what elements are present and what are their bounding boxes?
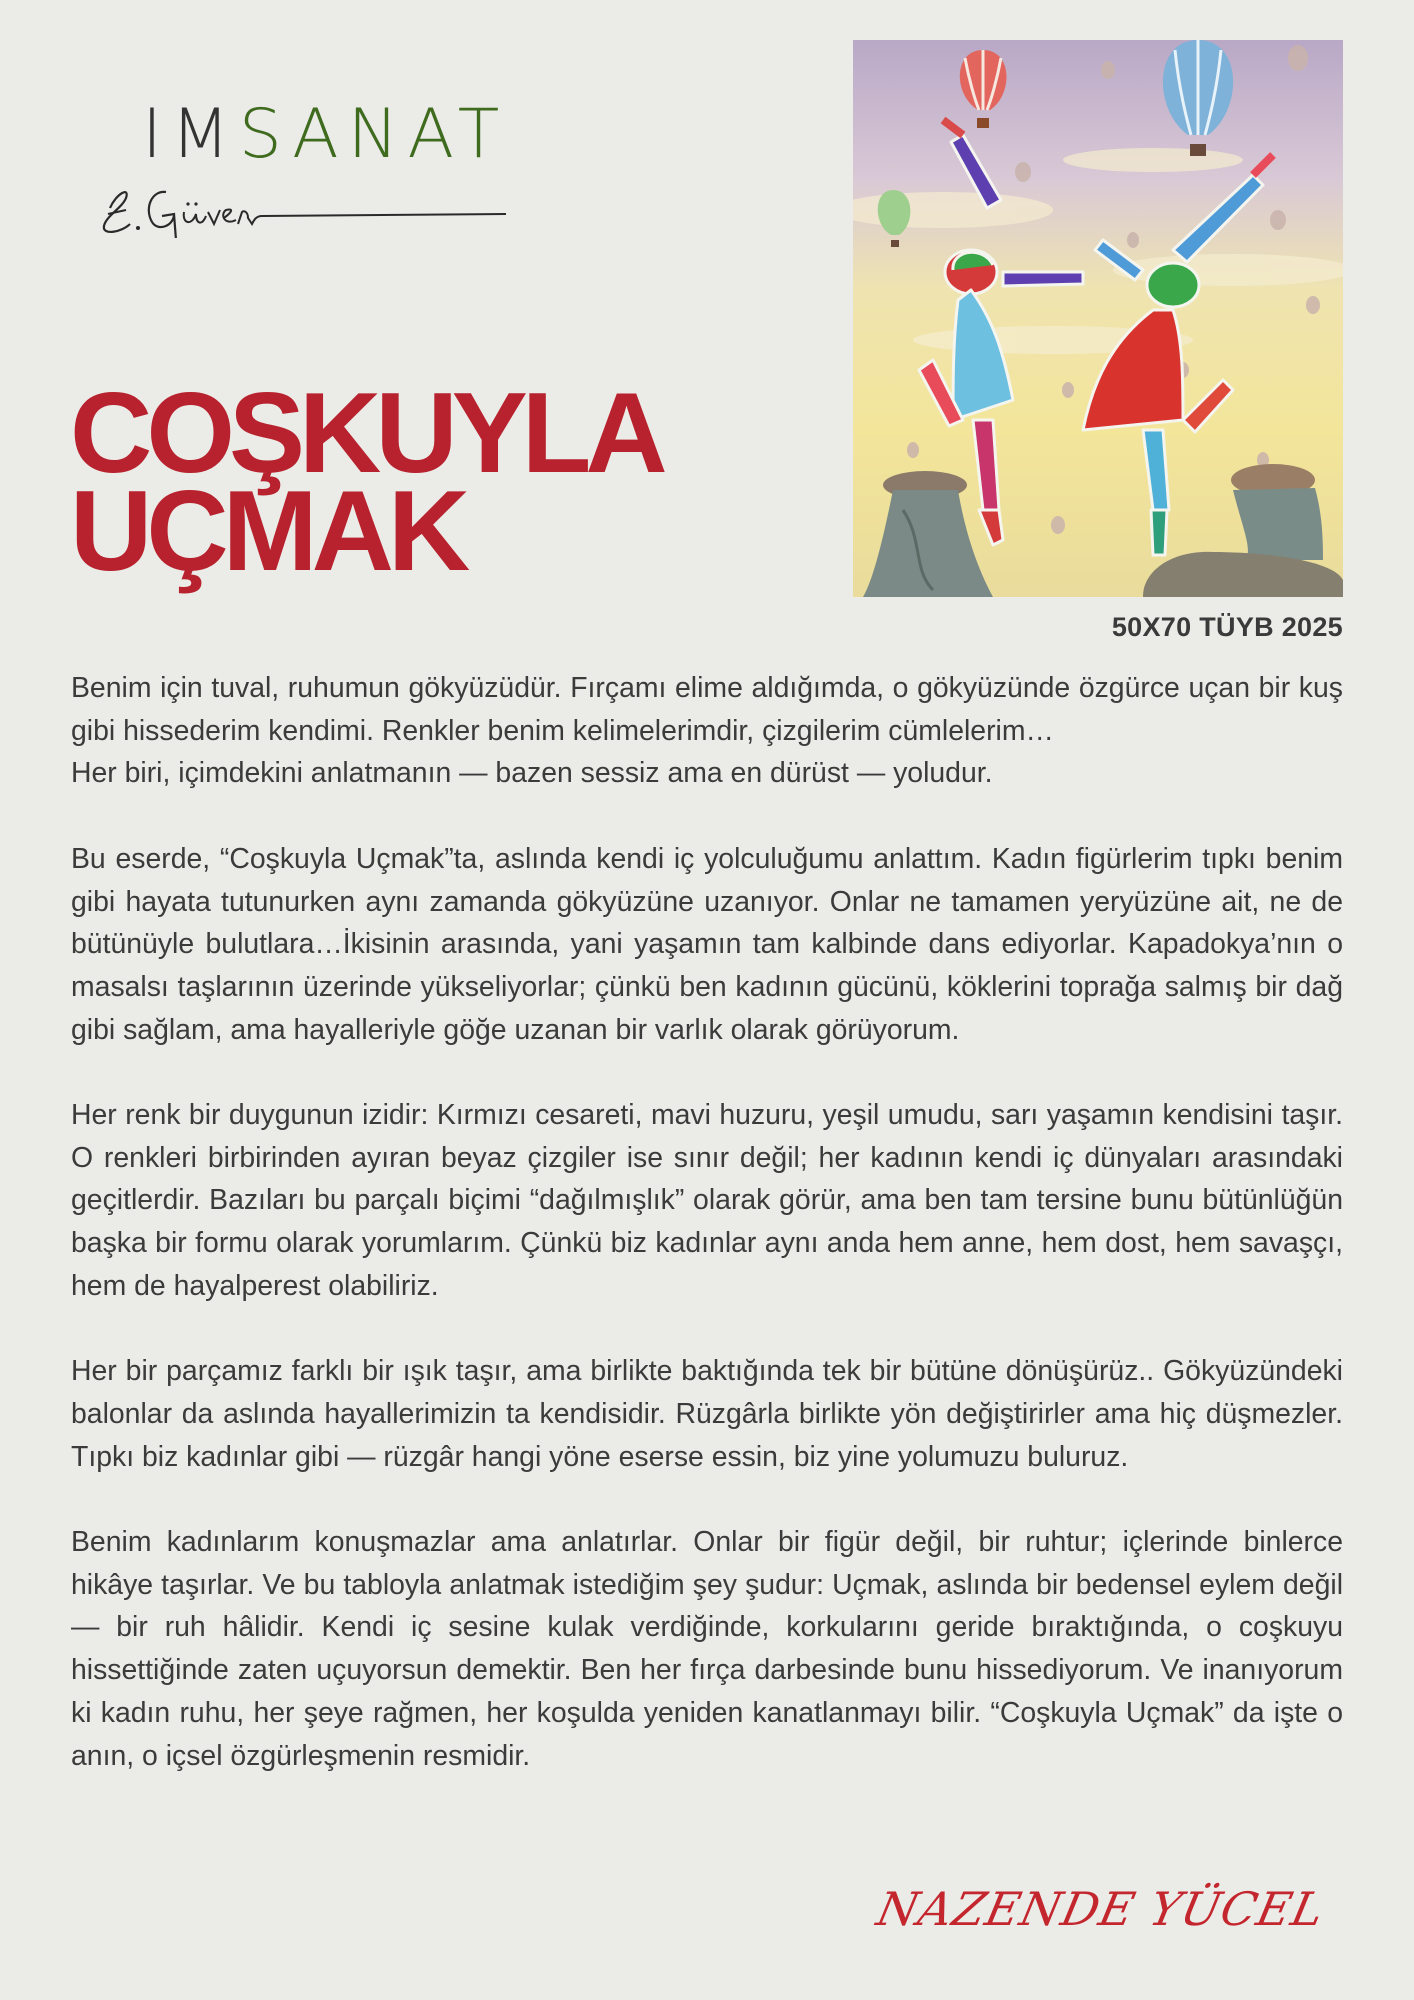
article-body bbox=[71, 667, 1343, 1820]
artwork-caption: 50X70 TÜYB 2025 bbox=[1111, 612, 1343, 642]
logo-signature-graphic bbox=[96, 168, 506, 238]
author-signature: NAZENDE YÜCEL bbox=[872, 1882, 1330, 1936]
paragraph-1-line-1: Benim için tuval, ruhumun gökyüzüdür. Fırçamı elime aldığımda, o gökyüzünde özgürce uçan bir kuş gibi hissederim kendimi. Renkler benim kelimelerimdir, çizgilerim cümlelerim… bbox=[71, 672, 1343, 747]
imsanat-logo bbox=[96, 95, 536, 238]
artwork-image bbox=[853, 40, 1343, 597]
paragraph-4: Her bir parçamız farklı bir ışık taşır, ama birlikte baktığında tek bir bütüne dönüşürüz.. Gökyüzündeki balonlar da aslında hayallerimizin ta kendisidir. Rüzgârla birlikte yön değiştirirler ama hiç düşmezler. Tıpkı biz kadınlar gibi — rüzgâr hangi yöne eserse essin, biz yine yolumuzu buluruz. bbox=[71, 1355, 1343, 1473]
title-line-2: UÇMAK bbox=[70, 468, 465, 595]
paragraph-5: Benim kadınlarım konuşmazlar ama anlatırlar. Onlar bir figür değil, bir ruhtur; içlerinde binlerce hikâye taşırlar. Ve bu tabloyla anlatmak istediğim şey şudur: Uçmak, aslında bir bedensel eylem değil — bir ruh hâlidir. Kendi iç sesine kulak verdiğinde, korkularını geride bıraktığında, o coşkuyu hissettiğinde zaten uçuyorsun demektir. Ben her fırça darbesinde bunu hissediyorum. Ve inanıyorum ki kadın ruhu, her şeye rağmen, her koşulda yeniden kanatlanmayı bilir. “Coşkuyla Uçmak” da işte o anın, o içsel özgürleşmenin resmidir. bbox=[71, 1526, 1343, 1772]
logo-wordmark bbox=[142, 95, 509, 174]
paragraph-2: Bu eserde, “Coşkuyla Uçmak”ta, aslında kendi iç yolculuğumu anlattım. Kadın figürlerim tıpkı benim gibi hayata tutunurken aynı zamanda gökyüzüne uzanıyor. Onlar ne tamamen yeryüzüne ait, ne de bütünüyle bulutlara…İkisinin arasında, yani yaşamın tam kalbinde dans ediyorlar. Kapadokya’nın o masalsı taşlarının üzerinde yükseliyorlar; çünkü ben kadının gücünü, köklerini toprağa salmış bir dağ gibi sağlam, ama hayalleriyle göğe uzanan bir varlık olarak görüyorum. bbox=[71, 842, 1343, 1046]
logo-sanat: SANAT bbox=[238, 95, 509, 174]
page-title bbox=[70, 370, 662, 595]
title-line-1: COŞKUYLA bbox=[70, 370, 662, 497]
paragraph-3: Her renk bir duygunun izidir: Kırmızı cesareti, mavi huzuru, yeşil umudu, sarı yaşamın kendisini taşır. O renkleri birbirinden ayıran beyaz çizgiler ise sınır değil; her kadının kendi iç dünyaları arasındaki geçitlerdir. Bazıları bu parçalı biçimi “dağılmışlık” olarak görür, ama ben tam tersine bunu bütünlüğün başka bir formu olarak yorumlarım. Çünkü biz kadınlar aynı anda hem anne, hem dost, hem savaşçı, hem de hayalperest olabiliriz. bbox=[71, 1099, 1343, 1302]
paragraph-1-line-2: Her biri, içimdekini anlatmanın — bazen sessiz ama en dürüst — yoludur. bbox=[71, 757, 993, 790]
artwork-illustration bbox=[853, 40, 1343, 597]
paragraph-1 bbox=[71, 667, 1343, 795]
logo-im: IM bbox=[142, 95, 239, 174]
